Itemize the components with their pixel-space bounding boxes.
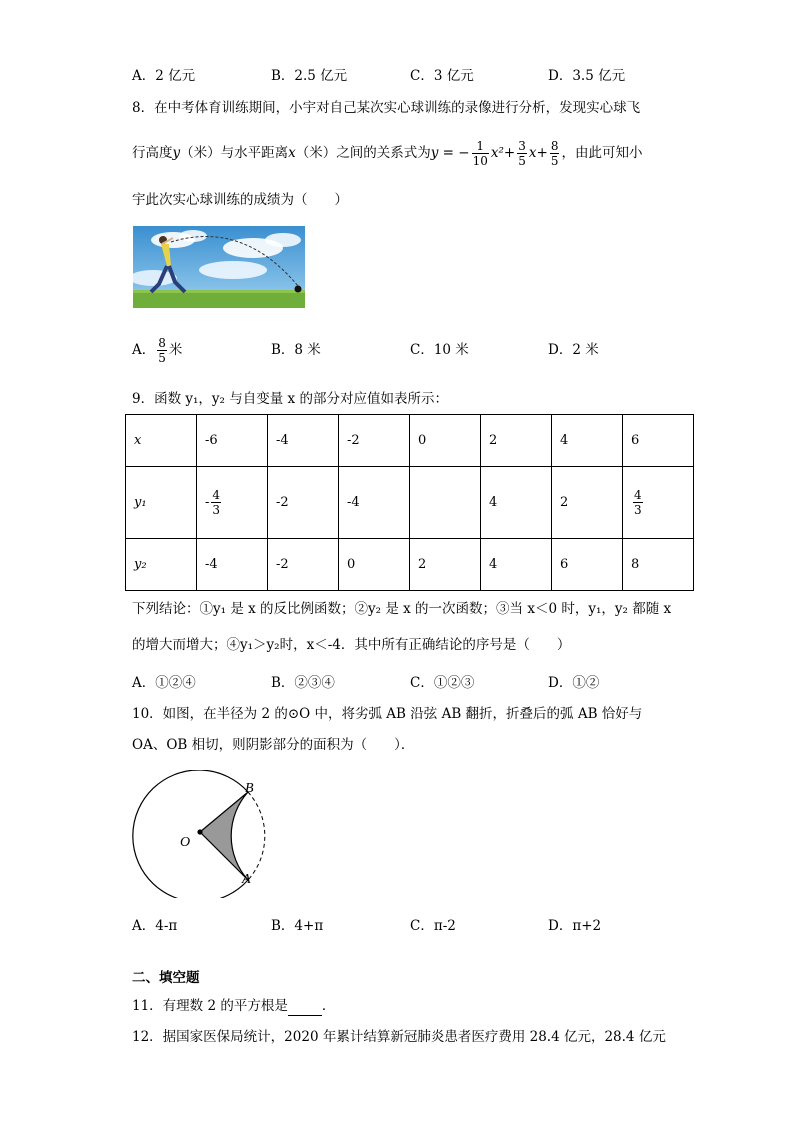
numerator: 3: [518, 139, 526, 153]
table-cell: [623, 467, 694, 539]
q8-stem-line2: [132, 137, 642, 169]
minus-sign: -: [205, 495, 210, 510]
q10-option-d: D．π+2: [548, 918, 602, 934]
q10-option-c: C．π-2: [410, 918, 456, 934]
q8-text: （米）之间的关系式为: [295, 145, 431, 161]
table-cell: -4: [268, 415, 339, 467]
q9-option-d: D．①②: [548, 675, 600, 691]
q9-conclusions-line2: 的增大而增大；④y₁＞y₂时，x＜-4．其中所有正确结论的序号是（ ）: [132, 637, 571, 653]
q7-option-d: D．3.5 亿元: [548, 68, 626, 84]
table-cell: 4: [552, 415, 623, 467]
table-cell: -6: [197, 415, 268, 467]
table-cell: y₂: [126, 539, 197, 591]
table-row-y2: [126, 539, 694, 591]
q8-text: ，由此可知小: [561, 145, 643, 161]
table-cell: 0: [410, 415, 481, 467]
fraction: [550, 139, 560, 168]
folded-out-arc: [248, 792, 265, 880]
numerator: 1: [472, 139, 489, 154]
q8-stem-line3: 宇此次实心球训练的成绩为（ ）: [132, 192, 348, 208]
fraction: [633, 488, 643, 517]
table-row-x: [126, 415, 694, 467]
formula-x: x: [528, 145, 537, 161]
q8-text: 行高度: [132, 145, 173, 161]
table-row-y1: [126, 467, 694, 539]
q8-x-var: x: [288, 145, 296, 161]
q8-stem-line1: 8．在中考体育训练期间，小宇对自己某次实心球训练的录像进行分析，发现实心球飞: [132, 100, 641, 116]
table-cell: 0: [339, 539, 410, 591]
label-o: O: [180, 835, 191, 850]
numerator: 4: [634, 488, 642, 502]
table-cell: -4: [197, 539, 268, 591]
denominator: 3: [212, 503, 221, 517]
q9-option-c: C．①②③: [410, 675, 475, 691]
denominator: 10: [472, 154, 488, 168]
table-cell: y₁: [126, 467, 197, 539]
table-cell: 4: [481, 467, 552, 539]
table-cell: [197, 467, 268, 539]
q7-option-c: C．3 亿元: [410, 68, 474, 84]
fraction: [472, 139, 489, 168]
fraction: [517, 139, 527, 168]
q7-option-b: B．2.5 亿元: [271, 68, 348, 84]
q11-stem: [132, 996, 335, 1016]
q8-y-var: y: [172, 145, 181, 161]
table-cell: -2: [268, 539, 339, 591]
answer-blank[interactable]: [288, 1001, 322, 1016]
value-table: [125, 414, 694, 591]
center-point: [197, 829, 202, 834]
shot-put-illustration: [133, 226, 305, 308]
table-cell: 6: [623, 415, 694, 467]
plus-sign: +: [503, 145, 516, 161]
table-cell: 2: [481, 415, 552, 467]
denominator: 5: [518, 154, 526, 168]
q8-text: （米）与水平距离: [180, 145, 289, 161]
q9-option-a: A．①②④: [132, 675, 196, 691]
denominator: 3: [634, 503, 642, 517]
table-cell: -4: [339, 467, 410, 539]
plus-sign: +: [536, 145, 548, 161]
label-a: A: [242, 872, 251, 887]
q10-option-b: B．4+π: [271, 918, 324, 934]
table-cell: 4: [481, 539, 552, 591]
denominator: 5: [550, 154, 559, 168]
q9-option-b: B．②③④: [271, 675, 335, 691]
numerator: 8: [550, 139, 559, 153]
q11-text: ．: [321, 998, 336, 1014]
table-cell: -2: [268, 467, 339, 539]
table-cell: -2: [339, 415, 410, 467]
q12-stem: 12．据国家医保局统计，2020 年累计结算新冠肺炎患者医疗费用 28.4 亿元，28.4 亿元: [132, 1029, 666, 1045]
q7-option-a: A．2 亿元: [132, 68, 196, 84]
q8-option-c: C．10 米: [410, 342, 469, 358]
table-cell: 2: [410, 539, 481, 591]
section-title: 二、填空题: [132, 970, 200, 986]
q8-option-b: B．8 米: [271, 342, 321, 358]
denominator: 5: [158, 351, 166, 365]
q11-text: 11．有理数 2 的平方根是: [132, 998, 288, 1014]
label-b: B: [245, 781, 254, 796]
fraction: [211, 488, 221, 517]
option-letter: A．: [132, 342, 156, 358]
table-cell: 6: [552, 539, 623, 591]
q8-option-d: D．2 米: [548, 342, 599, 358]
table-cell: 2: [552, 467, 623, 539]
shaded-region: [200, 792, 248, 880]
table-cell: [410, 467, 481, 539]
table-cell: 8: [623, 539, 694, 591]
q10-option-a: A．4-π: [132, 918, 178, 934]
formula-lhs: y = −: [430, 145, 470, 161]
q9-stem: 9．函数 y₁，y₂ 与自变量 x 的部分对应值如表所示：: [132, 391, 448, 407]
unit: 米: [168, 342, 183, 358]
numerator: 4: [212, 488, 221, 502]
numerator: 8: [158, 336, 166, 350]
q10-stem-line2: OA、OB 相切，则阴影部分的面积为（ ）．: [132, 737, 415, 753]
q9-conclusions-line1: 下列结论：①y₁ 是 x 的反比例函数；②y₂ 是 x 的一次函数；③当 x＜0 时，y₁，y₂ 都随 x: [132, 601, 672, 617]
fraction: [157, 336, 167, 365]
table-cell: x: [126, 415, 197, 467]
formula-x2: x²: [490, 145, 504, 161]
q10-stem-line1: 10．如图，在半径为 2 的⊙O 中，将劣弧 AB 沿弦 AB 翻折，折叠后的弧 AB 恰好与: [132, 706, 643, 722]
q8-option-a: [132, 333, 182, 367]
circle-fold-diagram: [128, 770, 278, 898]
